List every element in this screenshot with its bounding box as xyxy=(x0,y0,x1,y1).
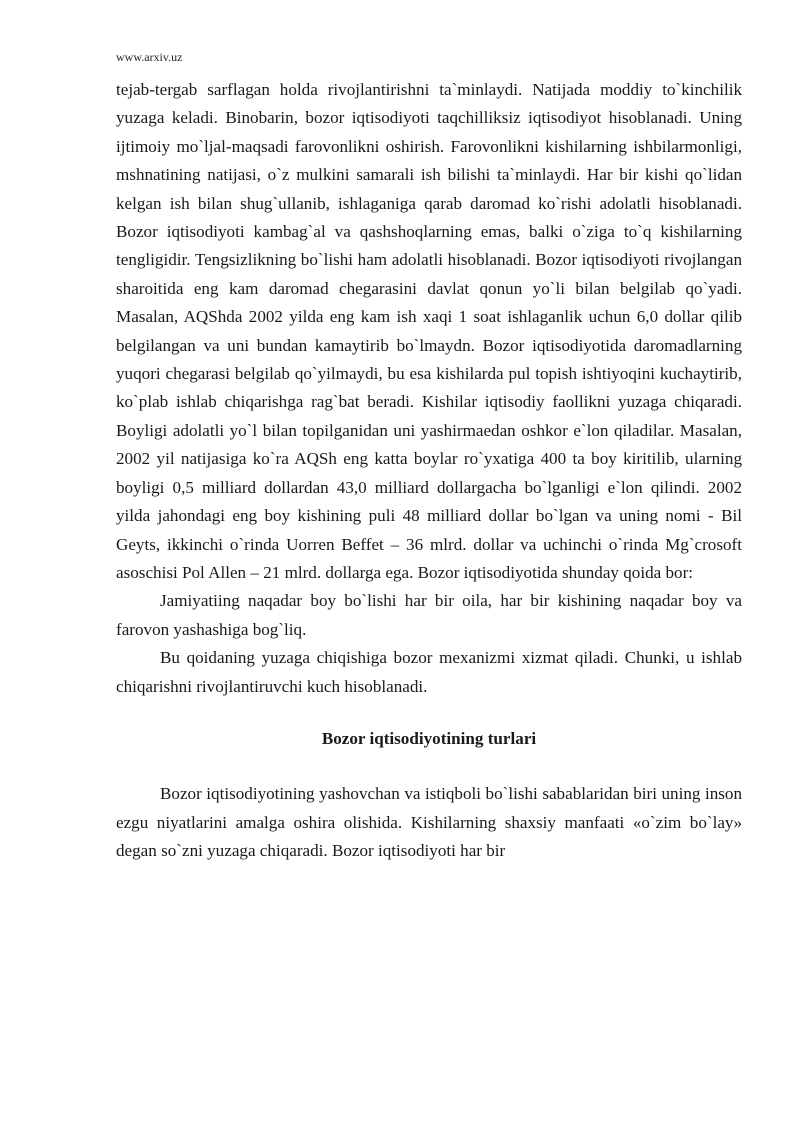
paragraph: Bu qoidaning yuzaga chiqishiga bozor mexanizmi xizmat qiladi. Chunki, u ishlab chiqarishni rivojlantiruvchi kuch hisoblanadi. xyxy=(116,648,742,696)
section-heading: Bozor iqtisodiyotining turlari xyxy=(321,728,537,748)
paragraph: Jamiyatiing naqadar boy bo`lishi har bir oila, har bir kishining naqadar boy va farovon yashashiga bog`liq. xyxy=(116,591,742,639)
paragraph: Bozor iqtisodiyotining yashovchan va istiqboli bo`lishi sabablaridan biri uning inson ezgu niyatlarini amalga oshira olishida. Kishilarning shaxsiy manfaati «o`zim bo`lay» degan so`zni yuzaga chiqaradi. Bozor iqtisodiyoti har bir xyxy=(116,784,742,861)
site-url: www.arxiv.uz xyxy=(116,50,183,64)
document-body xyxy=(116,76,742,866)
paragraph: tejab-tergab sarflagan holda rivojlantirishni ta`minlaydi. Natijada moddiy to`kinchilik yuzaga keladi. Binobarin, bozor iqtisodiyoti taqchilliksiz iqtisodiyot hisoblanadi. Uning ijtimoiy mo`ljal-maqsadi farovonlikni oshirish. Farovonlikni kishilarning ishbilarmonligi, mshnatining natijasi, o`z mulkini samarali ish bilishi ta`minlaydi. Har bir kishi qo`lidan kelgan ish bilan shug`ullanib, ishlaganiga qarab daromad ko`rishi adolatli hisoblanadi. Bozor iqtisodiyoti kambag`al va qashshoqlarning emas, balki o`ziga to`q kishilarning tengligidir. Tengsizlikning bo`lishi ham adolatli hisoblanadi. Bozor iqtisodiyoti rivojlangan sharoitida eng kam daromad chegarasini davlat qonun yo`li bilan belgilab qo`yadi. Masalan, AQShda 2002 yilda eng kam ish xaqi 1 soat ishlaganlik uchun 6,0 dollar qilib belgilangan va uni bundan kamaytirib bo`lmaydn. Bozor iqtisodiyotida daromadlarning yuqori chegarasi belgilab qo`yilmaydi, bu esa kishilarda pul topish ishtiyoqini kuchaytirib, ko`plab ishlab chiqarishga rag`bat beradi. Kishilar iqtisodiy faollikni yuzaga chiqaradi. Boyligi adolatli yo`l bilan topilganidan uni yashirmaedan oshkor e`lon qiladilar. Masalan, 2002 yil natijasiga ko`ra AQSh eng katta boylar ro`yxatiga 400 ta boy kiritilib, ularning boyligi 0,5 milliard dollardan 43,0 milliard dollargacha bo`lganligi e`lon qilindi. 2002 yilda jahondagi eng boy kishining puli 48 milliard dollar bo`lgan va uning nomi - Bil Geyts, ikkinchi o`rinda Uorren Beffet – 36 mlrd. dollar va uchinchi o`rinda Mg`crosoft asoschisi Pol Allen – 21 mlrd. dollarga ega. Bozor iqtisodiyotida shunday qoida bor: xyxy=(116,80,742,582)
